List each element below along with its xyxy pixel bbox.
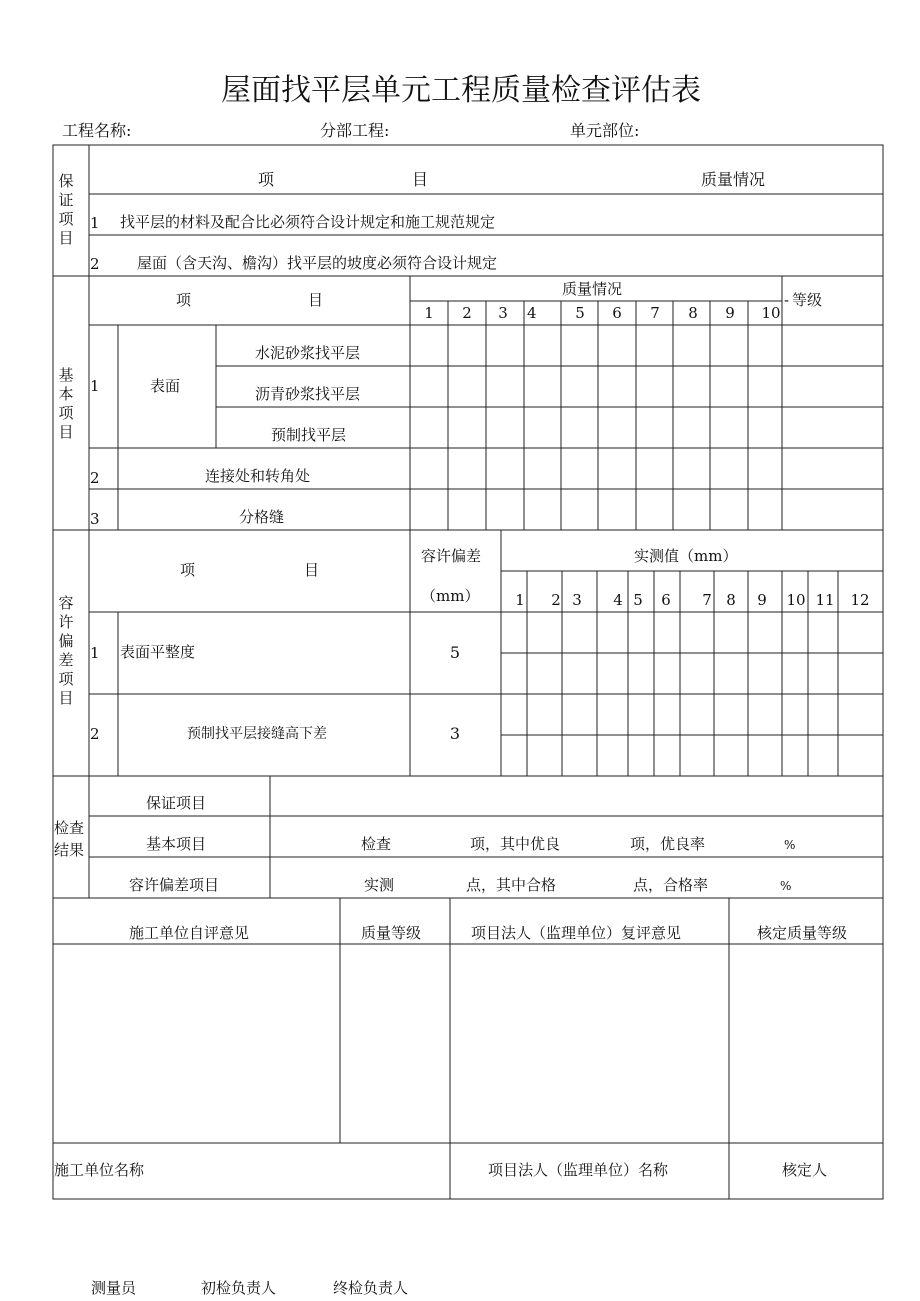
basic-row-1-no: 1 xyxy=(90,377,100,395)
result-row-tolerance: 容许偏差项目 xyxy=(129,876,220,894)
guarantee-row-1-text: 找平层的材料及配合比必须符合设计规定和施工规范规定 xyxy=(120,213,496,231)
tol-num-3: 3 xyxy=(572,591,582,609)
basic-grade-head: 等级 xyxy=(792,291,823,309)
result-section-label: 检查结果 xyxy=(54,819,85,859)
result-excellent-pct: % xyxy=(784,838,796,852)
basic-num-6: 6 xyxy=(612,304,622,322)
guarantee-row-2-text: 屋面（含天沟、檐沟）找平层的坡度必须符合设计规定 xyxy=(137,254,498,272)
basic-num-3: 3 xyxy=(498,304,508,322)
basic-col-item: 项 xyxy=(176,291,192,309)
result-points-label: 点，其中合格 xyxy=(466,876,557,894)
tol-num-1: 1 xyxy=(515,591,525,609)
basic-num-9: 9 xyxy=(725,304,735,322)
basic-row-2-text: 连接处和转角处 xyxy=(205,467,311,485)
tolerance-section-label: 容许偏差项目 xyxy=(58,594,74,707)
result-excellent-rate-label: 项，优良率 xyxy=(630,835,706,853)
tolerance-allow-unit: （mm） xyxy=(421,587,480,605)
basic-num-7: 7 xyxy=(650,304,660,322)
grade-dash: - xyxy=(784,291,790,309)
tol-row-1-no: 1 xyxy=(90,644,100,662)
footer-first-check: 初检负责人 xyxy=(201,1279,277,1297)
tol-row-2-text: 预制找平层接缝高下差 xyxy=(187,726,327,742)
tolerance-col-item: 项 xyxy=(180,561,196,579)
result-check-label: 检查 xyxy=(361,835,392,853)
tol-row-2-value: 3 xyxy=(449,724,461,743)
tol-num-11: 11 xyxy=(815,591,835,609)
basic-sub-item-3: 预制找平层 xyxy=(271,426,347,444)
basic-num-5: 5 xyxy=(575,304,585,322)
basic-quality-head: 质量情况 xyxy=(562,280,623,298)
result-pass-rate-label: 点，合格率 xyxy=(633,876,709,894)
result-measure-label: 实测 xyxy=(364,876,395,894)
tol-num-10: 10 xyxy=(786,591,806,609)
basic-num-10: 10 xyxy=(761,304,781,322)
basic-row-3-no: 3 xyxy=(90,510,100,528)
basic-col-mu: 目 xyxy=(308,291,324,309)
basic-sub-item-2: 沥青砂浆找平层 xyxy=(255,385,361,403)
tol-num-12: 12 xyxy=(850,591,870,609)
guarantee-col-mu: 目 xyxy=(412,170,429,189)
project-name-label: 工程名称: xyxy=(62,121,132,140)
tol-num-7: 7 xyxy=(702,591,712,609)
tol-num-4: 4 xyxy=(613,591,623,609)
guarantee-row-2-no: 2 xyxy=(90,255,100,273)
opinion-grade: 质量等级 xyxy=(361,924,422,942)
tolerance-col-mu: 目 xyxy=(304,561,320,579)
result-items-label: 项，其中优良 xyxy=(470,835,561,853)
signoff-unit-name: 施工单位名称 xyxy=(54,1161,145,1179)
opinion-review: 项目法人（监理单位）复评意见 xyxy=(471,924,682,942)
guarantee-col-quality: 质量情况 xyxy=(701,170,766,189)
basic-num-4: 4 xyxy=(527,304,537,322)
tol-num-5: 5 xyxy=(633,591,643,609)
sub-project-label: 分部工程: xyxy=(320,121,390,140)
tol-row-1-value: 5 xyxy=(449,643,461,662)
signoff-owner-name: 项目法人（监理单位）名称 xyxy=(488,1161,669,1179)
page-title: 屋面找平层单元工程质量检查评估表 xyxy=(221,73,701,108)
tol-num-6: 6 xyxy=(661,591,671,609)
basic-num-1: 1 xyxy=(424,304,434,322)
basic-row-3-text: 分格缝 xyxy=(239,508,285,526)
unit-location-label: 单元部位: xyxy=(570,121,640,140)
basic-row-2-no: 2 xyxy=(90,469,100,487)
result-pass-pct: % xyxy=(780,879,792,893)
guarantee-col-item: 项 xyxy=(258,170,275,189)
signoff-approver: 核定人 xyxy=(782,1161,828,1179)
basic-section-label: 基本项目 xyxy=(58,366,74,441)
tol-row-1-text: 表面平整度 xyxy=(120,643,196,661)
basic-sub-item-1: 水泥砂浆找平层 xyxy=(255,344,361,362)
tol-row-2-no: 2 xyxy=(90,725,100,743)
result-row-basic: 基本项目 xyxy=(146,835,207,853)
basic-surface-label: 表面 xyxy=(150,377,181,395)
guarantee-section-label: 保证项目 xyxy=(58,172,74,247)
result-row-guarantee: 保证项目 xyxy=(146,794,207,812)
basic-num-2: 2 xyxy=(462,304,472,322)
opinion-final-grade: 核定质量等级 xyxy=(757,924,848,942)
tolerance-allow-head: 容许偏差 xyxy=(421,547,482,565)
tolerance-measured-head: 实测值（mm） xyxy=(634,547,738,565)
tol-num-8: 8 xyxy=(726,591,736,609)
tol-num-9: 9 xyxy=(757,591,767,609)
guarantee-row-1-no: 1 xyxy=(90,214,100,232)
opinion-self-eval: 施工单位自评意见 xyxy=(129,924,250,942)
tol-num-2: 2 xyxy=(551,591,561,609)
footer-surveyor: 测量员 xyxy=(91,1279,137,1297)
basic-num-8: 8 xyxy=(688,304,698,322)
footer-final-check: 终检负责人 xyxy=(333,1279,409,1297)
